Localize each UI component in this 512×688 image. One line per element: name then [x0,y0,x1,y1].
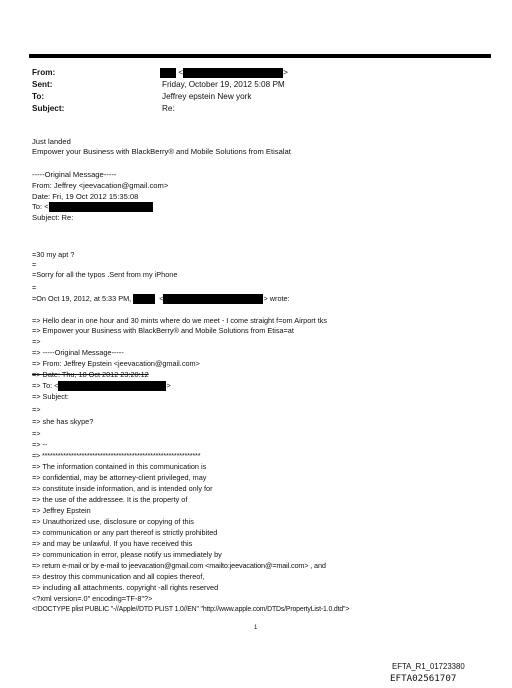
redaction-box [163,294,263,304]
quoted-line: => and may be unlawful. If you have received this [32,539,193,548]
to-label: To: [32,92,45,101]
quoted-line: <?xml version=.0" encoding=TF-8"?> [32,594,153,603]
quoted-line: => Hello dear in one hour and 30 mints where do we meet - I come straight f=om Airport tks [32,316,328,325]
quoted-line: = [32,260,37,269]
redaction-box [58,381,166,391]
quoted-line: =30 my apt ? [32,250,75,259]
bates-number-1: EFTA_R1_01723380 [392,662,465,671]
quoted-line: =Sorry for all the typos .Sent from my iPhone [32,270,178,279]
quoted-line: => Date: Thu, 18 Oct 2012 23:20:12 [32,370,149,379]
redaction-box [183,68,283,78]
body-line-2: Empower your Business with BlackBerry® and Mobile Solutions from Etisalat [32,147,291,156]
to-value: Jeffrey epstein New york [162,92,252,101]
wrote-label: wrote: [269,294,290,303]
quoted-line: => From: Jeffrey Epstein <jeevacation@gmail.com> [32,359,200,368]
redaction-box [133,294,155,304]
subject-value: Re: [162,104,175,113]
quoted-to-gt: > [166,381,171,390]
quoted-line: => [32,405,41,414]
page-number: 1 [254,625,258,631]
redaction-box [160,68,176,78]
orig-separator: -----Original Message----- [32,170,117,179]
quoted-line: => including all attachments. copyright -all rights reserved [32,583,219,592]
quoted-line: => communication in error, please notify us immediately by [32,550,222,559]
quoted-line: => she has skype? [32,417,94,426]
quoted-line: => [32,337,41,346]
from-gt: > [283,68,288,77]
wrote-gt: > [263,294,268,303]
body-line-1: Just landed [32,137,71,146]
sent-label: Sent: [32,80,53,89]
quoted-line: => confidential, may be attorney-client privileged, may [32,473,207,482]
redaction-box [49,202,153,212]
orig-to-text: To: < [32,202,49,211]
quoted-line-wrote [32,294,290,304]
quoted-line: = [32,283,37,292]
quoted-line: => -- [32,440,48,449]
from-lt: < [178,68,184,77]
wrote-lt: < [159,294,164,303]
quoted-line: => -----Original Message----- [32,348,124,357]
quoted-line: => Empower your Business with BlackBerry® and Mobile Solutions from Etisa=at [32,326,294,335]
orig-subject: Subject: Re: [32,213,74,222]
orig-to [32,202,153,213]
quoted-line: => return e-mail or by e-mail to jeevacation@gmail.com <mailto:jeevacation@=mail.com> , and [32,561,326,570]
orig-from: From: Jeffrey <jeevacation@gmail.com> [32,181,169,190]
quoted-line: => Unauthorized use, disclosure or copying of this [32,517,194,526]
quoted-line: => Jeffrey Epstein [32,506,91,515]
sent-value: Friday, October 19, 2012 5:08 PM [162,80,285,89]
quoted-to-prefix: => To: < [32,381,59,390]
quoted-line: => constitute inside information, and is intended only for [32,484,213,493]
quoted-line: <!DOCTYPE plist PUBLIC "-//Apple//DTD PLIST 1.0//EN" "http://www.apple.com/DTDs/PropertyList-1.0.dtd"> [32,606,350,613]
header-rule [29,54,491,58]
orig-date: Date: Fri, 19 Oct 2012 15:35:08 [32,192,139,201]
quoted-line: => destroy this communication and all copies thereof, [32,572,205,581]
from-value [160,67,288,78]
quoted-line: => [32,429,41,438]
quoted-line-prefix: =On Oct 19, 2012, at 5:33 PM, [32,294,132,303]
quoted-line-to [32,381,171,391]
bates-number-2: EFTA02561707 [390,673,457,684]
quoted-line: => ************************************************************ [32,451,201,460]
quoted-line: => the use of the addressee. It is the property of [32,495,188,504]
quoted-line: => Subject: [32,392,69,401]
quoted-line: => The information contained in this communication is [32,462,207,471]
from-label: From: [32,68,56,77]
quoted-line: => communication or any part thereof is strictly prohibited [32,528,218,537]
subject-label: Subject: [32,104,65,113]
